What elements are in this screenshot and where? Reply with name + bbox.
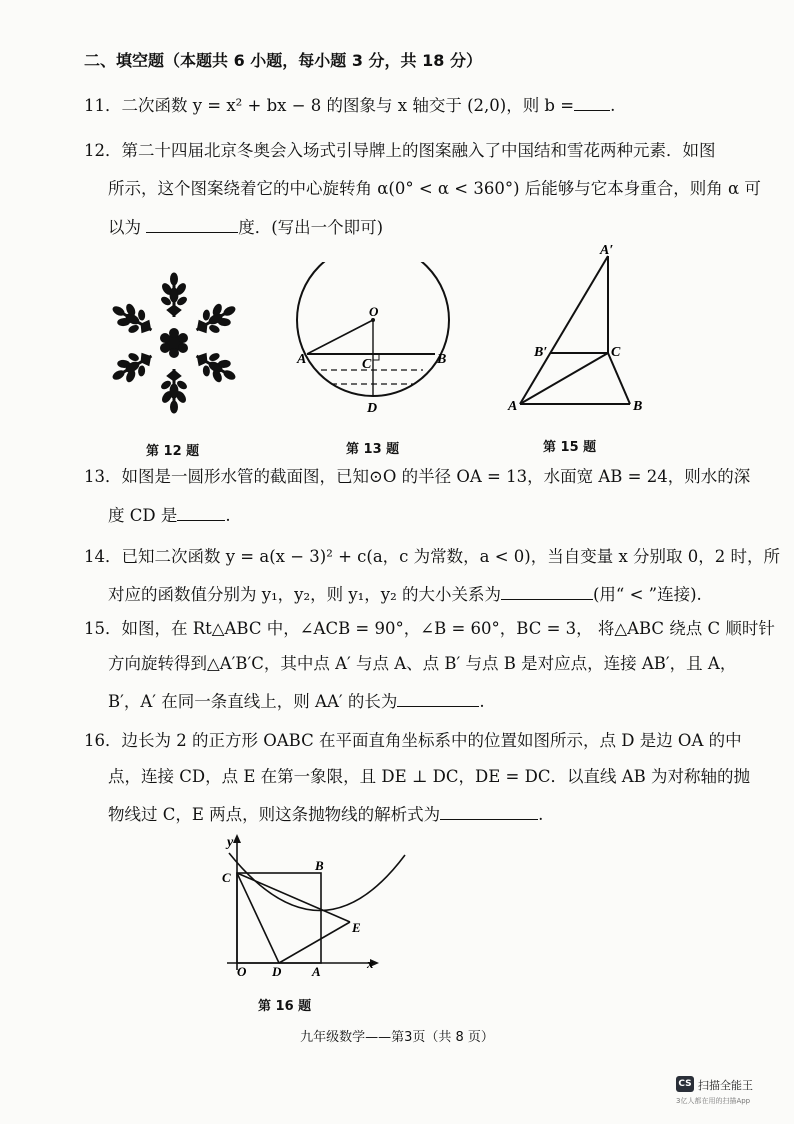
label-C: C [222,870,231,885]
question-12-line1: 12．第二十四届北京冬奥会入场式引导牌上的图案融入了中国结和雪花两种元素．如图 [84,141,716,160]
question-16-line1: 16．边长为 2 的正方形 OABC 在平面直角坐标系中的位置如图所示，点 D 是边 OA 的中 [84,731,742,750]
label-C: C [362,357,372,372]
question-text-tail: (用“ < ”连接). [592,585,702,604]
question-12-line2: 所示，这个图案绕着它的中心旋转角 α(0° < α < 360°) 后能够与它本身重合，则角 α 可 [108,179,761,198]
scanner-name: 扫描全能王 [698,1079,753,1092]
figure-13-caption: 第 13 题 [346,442,400,457]
answer-blank [574,93,610,111]
figure-12-caption: 第 12 题 [146,444,200,459]
figure-15-rotation [500,238,660,418]
label-A: A [508,399,518,414]
label-O: O [369,304,379,319]
scanner-logo-icon: CS [676,1076,694,1092]
question-14-line1: 14．已知二次函数 y = a(x − 3)² + c(a，c 为常数，a < 0)，当自变量 x 分别取 0，2 时，所 [84,547,781,566]
label-D: D [272,964,282,979]
label-A: A [312,964,321,979]
question-text: 以为 [108,218,141,237]
question-text: 度 CD 是 [108,506,178,525]
figure-16-parabola [215,830,415,980]
page-footer: 九年级数学——第3页（共 8 页） [300,1030,494,1045]
question-text: B′，A′ 在同一条直线上，则 AA′ 的长为 [108,692,398,711]
question-15-line1: 15．如图，在 Rt△ABC 中，∠ACB = 90°，∠B = 60°，BC = 3， 将△ABC 绕点 C 顺时针 [84,619,775,638]
label-E: E [352,920,361,935]
question-text: 对应的函数值分别为 y₁，y₂，则 y₁，y₂ 的大小关系为 [108,585,501,604]
label-D: D [367,401,378,416]
label-B-prime: B′ [534,345,548,360]
label-y-axis: y [227,835,234,850]
question-text-tail: . [479,692,485,711]
question-13-line2 [108,503,231,527]
question-14-line2 [108,582,702,606]
figure-15-caption: 第 15 题 [543,440,597,455]
question-12-line3 [108,215,383,239]
label-C: C [611,345,621,360]
scanner-slogan: 3亿人都在用的扫描App [676,1097,751,1105]
question-15-line2: 方向旋转得到△A′B′C，其中点 A′ 与点 A、点 B′ 与点 B 是对应点，连接 AB′，且 A， [108,654,737,673]
figure-12-snowflake [104,270,244,416]
question-16-line3 [108,802,543,826]
answer-blank [397,689,479,707]
question-15-line3 [108,689,485,713]
label-B: B [315,858,324,873]
question-text-tail: . [538,805,544,824]
question-text: 11．二次函数 y = x² + bx − 8 的图象与 x 轴交于 (2,0)，则 b = [84,96,575,115]
label-A: A [297,352,307,367]
question-13-line1: 13．如图是一圆形水管的截面图，已知⊙O 的半径 OA = 13，水面宽 AB = 24，则水的深 [84,467,751,486]
section-title: 二、填空题（本题共 6 小题，每小题 3 分，共 18 分） [84,51,482,70]
question-text-tail: . [225,506,231,525]
answer-blank [146,215,238,233]
question-text-tail: . [610,96,616,115]
question-11 [84,93,615,117]
answer-blank [501,582,593,600]
question-text: 物线过 C，E 两点，则这条抛物线的解析式为 [108,805,441,824]
label-x-axis: x [367,956,374,971]
figure-16-caption: 第 16 题 [258,999,312,1014]
question-text-tail: 度．(写出一个即可) [238,218,384,237]
answer-blank [440,802,538,820]
label-B: B [633,399,643,414]
label-A-prime: A′ [600,243,614,258]
answer-blank [177,503,225,521]
label-O: O [237,964,247,979]
question-16-line2: 点，连接 CD，点 E 在第一象限，且 DE ⊥ DC，DE = DC．以直线 AB 为对称轴的抛 [108,767,750,786]
figure-13-pipe [295,262,455,422]
label-B: B [437,352,447,367]
